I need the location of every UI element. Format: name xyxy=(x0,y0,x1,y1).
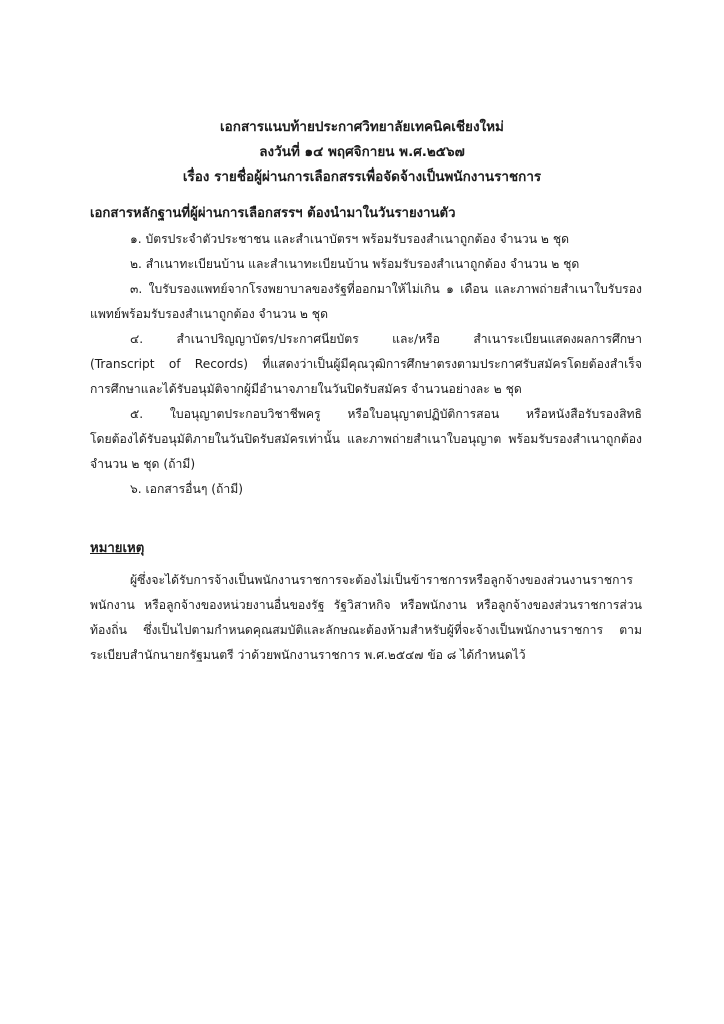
note-section xyxy=(90,537,642,668)
header-subject: เรื่อง รายชื่อผู้ผ่านการเลือกสรรเพื่อจัดจ้างเป็นพนักงานราชการ xyxy=(182,169,542,185)
requirement-item-4-line-1: ๔. สำเนาปริญญาบัตร/ประกาศนียบัตร และ/หรือ สำเนาระเบียนแสดงผลการศึกษา xyxy=(130,332,642,346)
note-body xyxy=(90,568,642,668)
requirement-item-1: ๑. บัตรประจำตัวประชาชน และสำเนาบัตรฯ พร้อมรับรองสำเนาถูกต้อง จำนวน ๒ ชุด xyxy=(130,232,570,246)
note-line-4: ระเบียบสำนักนายกรัฐมนตรี ว่าด้วยพนักงานราชการ พ.ศ.๒๕๔๗ ข้อ ๘ ได้กำหนดไว้ xyxy=(90,648,526,662)
requirement-item-3 xyxy=(90,277,642,327)
note-title: หมายเหตุ xyxy=(90,541,145,556)
requirement-item-2: ๒. สำเนาทะเบียนบ้าน และสำเนาทะเบียนบ้าน พร้อมรับรองสำเนาถูกต้อง จำนวน ๒ ชุด xyxy=(130,257,580,271)
document-header xyxy=(0,115,724,190)
requirement-item-4-line-2: (Transcript of Records) ที่แสดงว่าเป็นผู้มีคุณวุฒิการศึกษาตรงตามประกาศรับสมัครโดยต้องสำเร็จ xyxy=(90,357,642,371)
requirement-item-3-line-1: ๓. ใบรับรองแพทย์จากโรงพยาบาลของรัฐที่ออกมาให้ไม่เกิน ๑ เดือน และภาพถ่ายสำเนาใบรับรอง xyxy=(130,282,642,296)
requirement-item-5-line-2: โดยต้องได้รับอนุมัติภายในวันปิดรับสมัครเท่านั้น และภาพถ่ายสำเนาใบอนุญาต พร้อมรับรองสำเนาถูกต้อง xyxy=(90,432,642,446)
requirement-item-4-line-3: การศึกษาและได้รับอนุมัติจากผู้มีอำนาจภายในวันปิดรับสมัคร จำนวนอย่างละ ๒ ชุด xyxy=(90,382,522,396)
note-line-3: ท้องถิ่น ซึ่งเป็นไปตามกำหนดคุณสมบัติและลักษณะต้องห้ามสำหรับผู้ที่จะจ้างเป็นพนักงานราชการ ตาม xyxy=(90,623,642,637)
requirement-item-4 xyxy=(90,327,642,402)
header-title: เอกสารแนบท้ายประกาศวิทยาลัยเทคนิคเชียงใหม่ xyxy=(220,119,504,135)
requirement-item-6: ๖. เอกสารอื่นๆ (ถ้ามี) xyxy=(130,482,244,496)
note-line-2: พนักงาน หรือลูกจ้างของหน่วยงานอื่นของรัฐ รัฐวิสาหกิจ หรือพนักงาน หรือลูกจ้างของส่วนราชการส่วน xyxy=(90,598,642,612)
requirements-section xyxy=(90,201,642,502)
note-line-1: ผู้ซึ่งจะได้รับการจ้างเป็นพนักงานราชการจะต้องไม่เป็นข้าราชการหรือลูกจ้างของส่วนงานราชการ xyxy=(130,573,633,587)
requirements-title: เอกสารหลักฐานที่ผู้ผ่านการเลือกสรรฯ ต้องนำมาในวันรายงานตัว xyxy=(90,206,456,221)
requirement-item-5-line-3: จำนวน ๒ ชุด (ถ้ามี) xyxy=(90,457,196,471)
requirement-item-3-line-2: แพทย์พร้อมรับรองสำเนาถูกต้อง จำนวน ๒ ชุด xyxy=(90,307,328,321)
requirement-item-5-line-1: ๕. ใบอนุญาตประกอบวิชาชีพครู หรือใบอนุญาตปฏิบัติการสอน หรือหนังสือรับรองสิทธิ xyxy=(130,407,642,421)
requirement-item-5 xyxy=(90,402,642,477)
header-date: ลงวันที่ ๑๔ พฤศจิกายน พ.ศ.๒๕๖๗ xyxy=(259,144,465,160)
